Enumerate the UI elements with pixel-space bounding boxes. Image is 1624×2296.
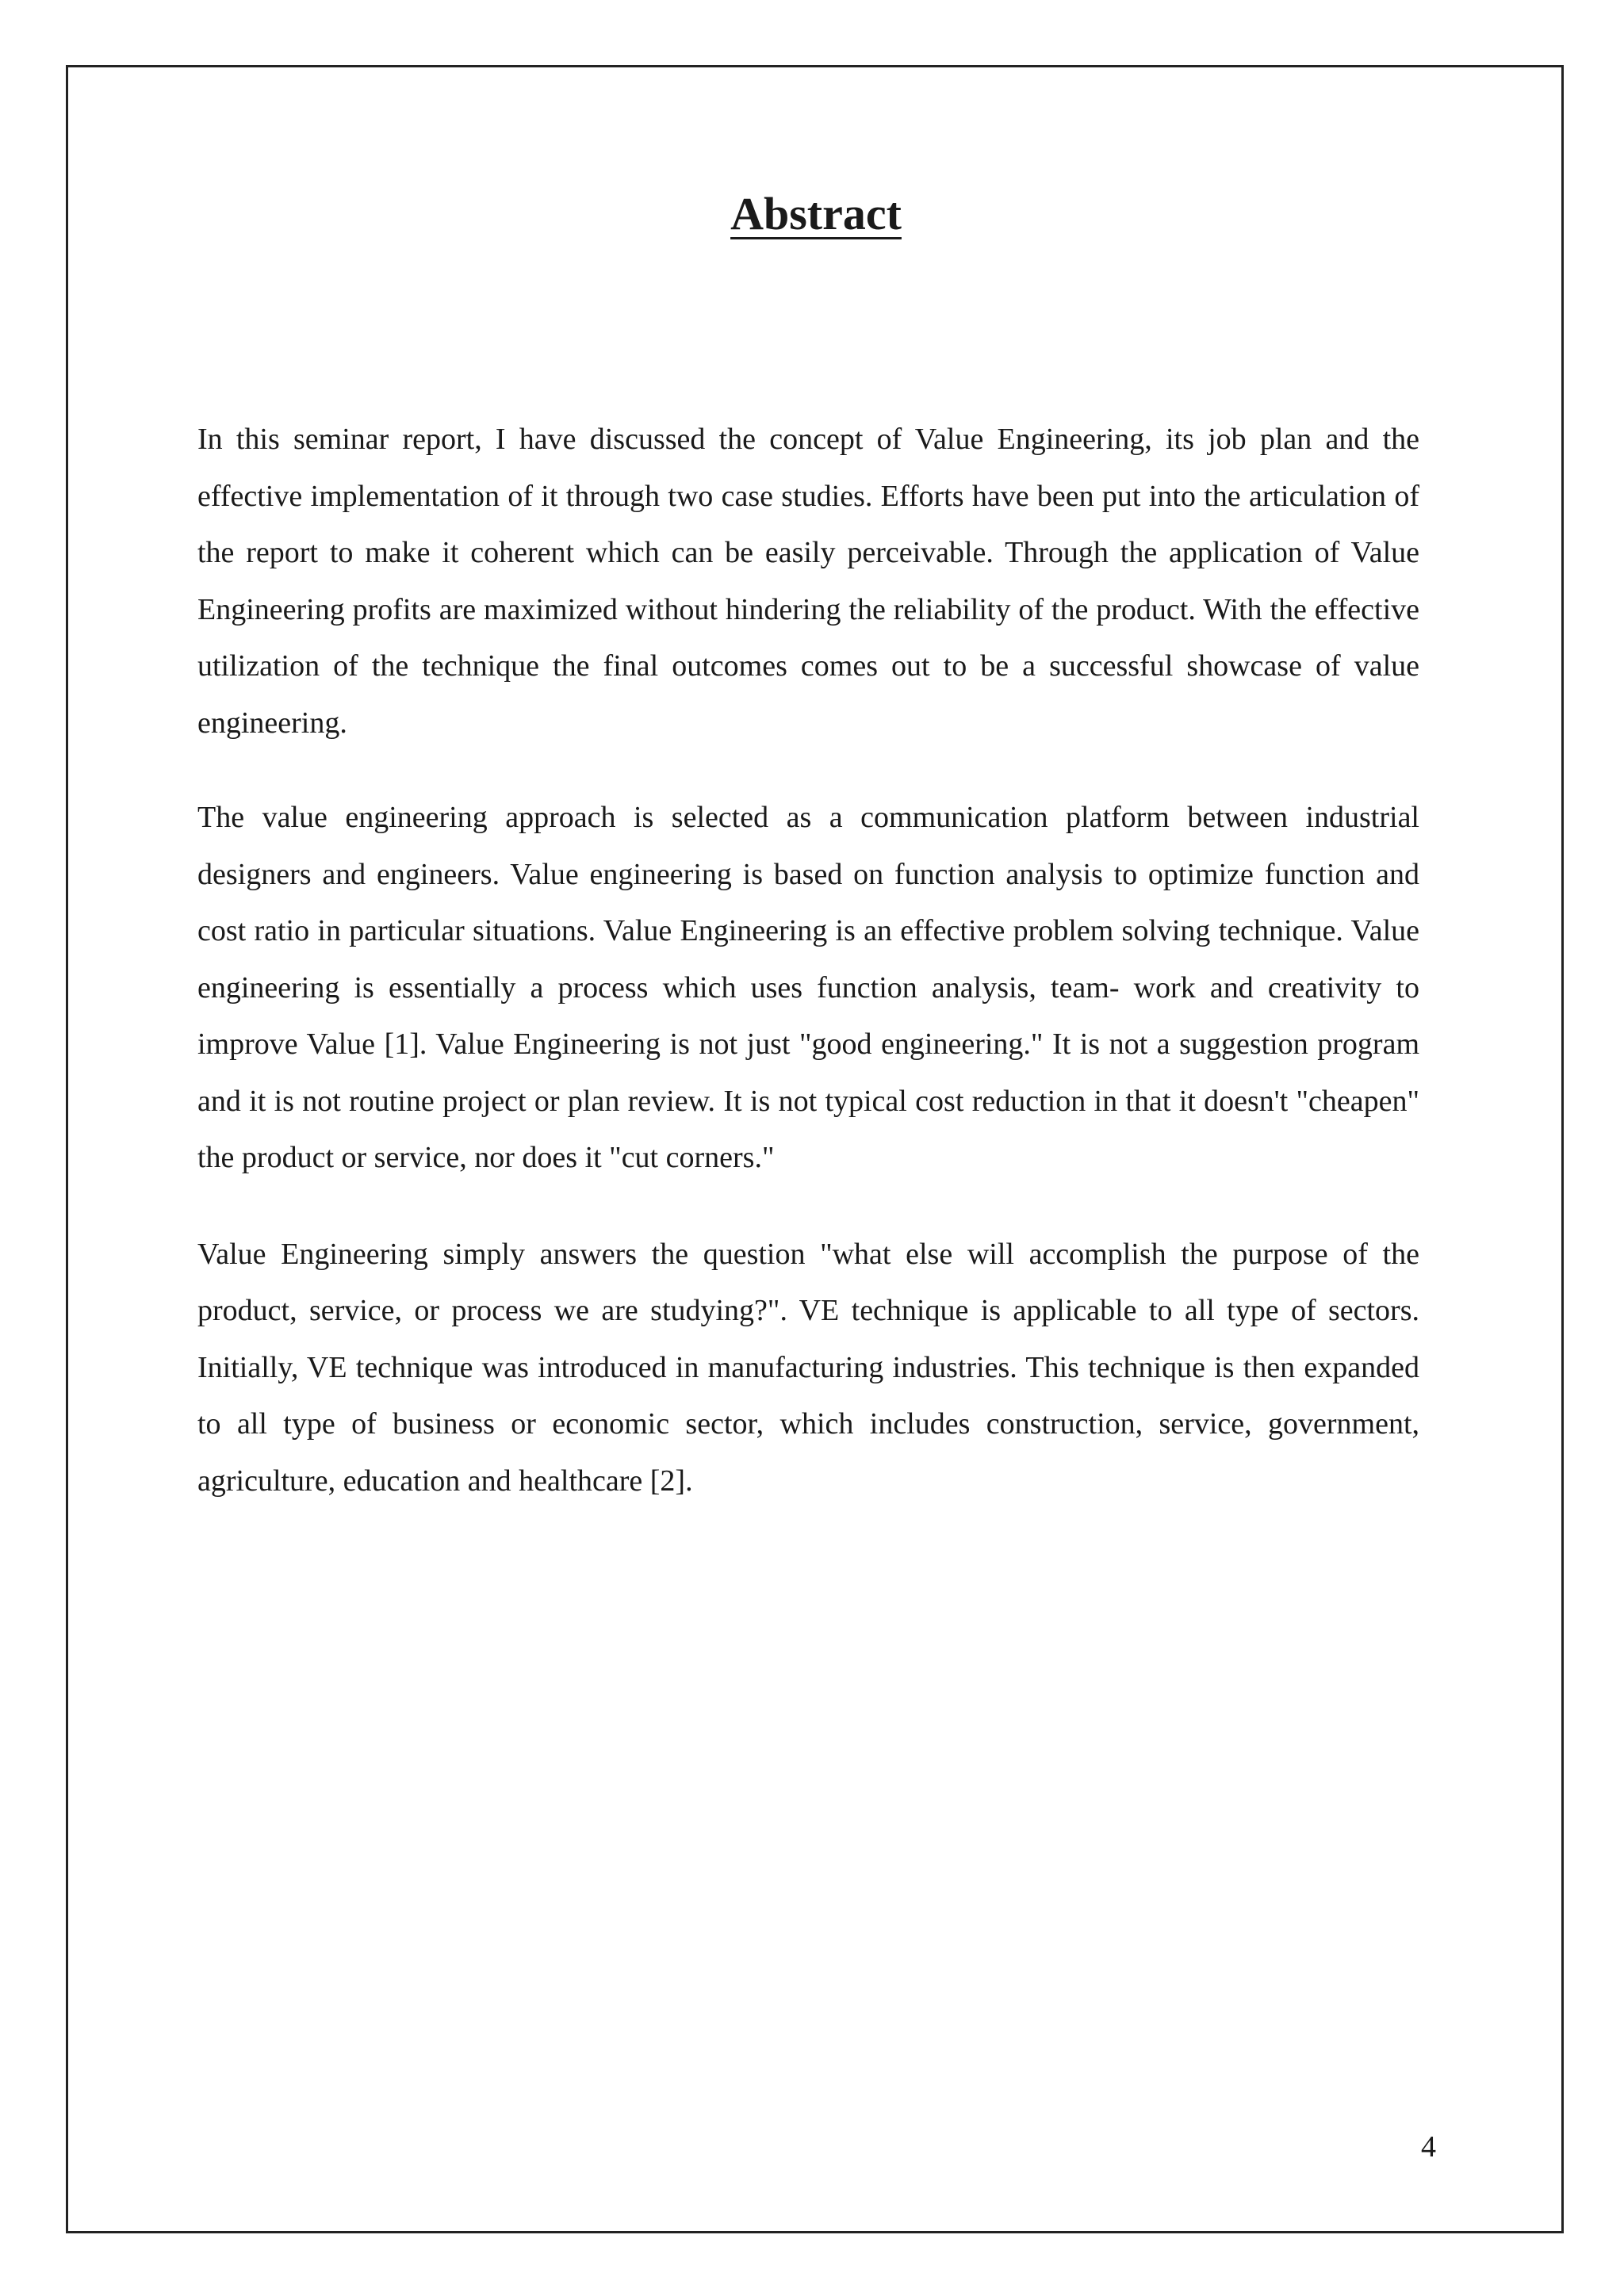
page-number: 4 — [1421, 2130, 1436, 2164]
paragraph-1: In this seminar report, I have discussed the concept of Value Engineering, its job plan and the effective implementation of it through two case studies. Efforts have been put into the articulation of the report to make it coherent which can be easily perceivable. Through the application of Value Engineering profits are maximized without hindering the reliability of the product. With the effective utilization of the technique the final outcomes comes out to be a successful showcase of value engineering. — [197, 423, 1419, 740]
page-title: Abstract — [730, 188, 902, 239]
paragraph-3: Value Engineering simply answers the question "what else will accomplish the purpose of the product, service, or process we are studying?". VE technique is applicable to all type of sectors. Initially, VE technique was introduced in manufacturing industries. This technique is then expanded to all type of business or economic sector, which includes construction, service, government, agriculture, education and healthcare [2]. — [197, 1237, 1419, 1498]
paragraph-2: The value engineering approach is selected as a communication platform between industrial designers and engineers. Value engineering is based on function analysis to optimize function and cost ratio in particular situations. Value Engineering is an effective problem solving technique. Value engineering is essentially a process which uses function analysis, team- work and creativity to improve Value [1]. Value Engineering is not just "good engineering." It is not a suggestion program and it is not routine project or plan review. It is not typical cost reduction in that it doesn't "cheapen" the product or service, nor does it "cut corners." — [197, 801, 1419, 1174]
abstract-body — [197, 411, 1419, 1510]
